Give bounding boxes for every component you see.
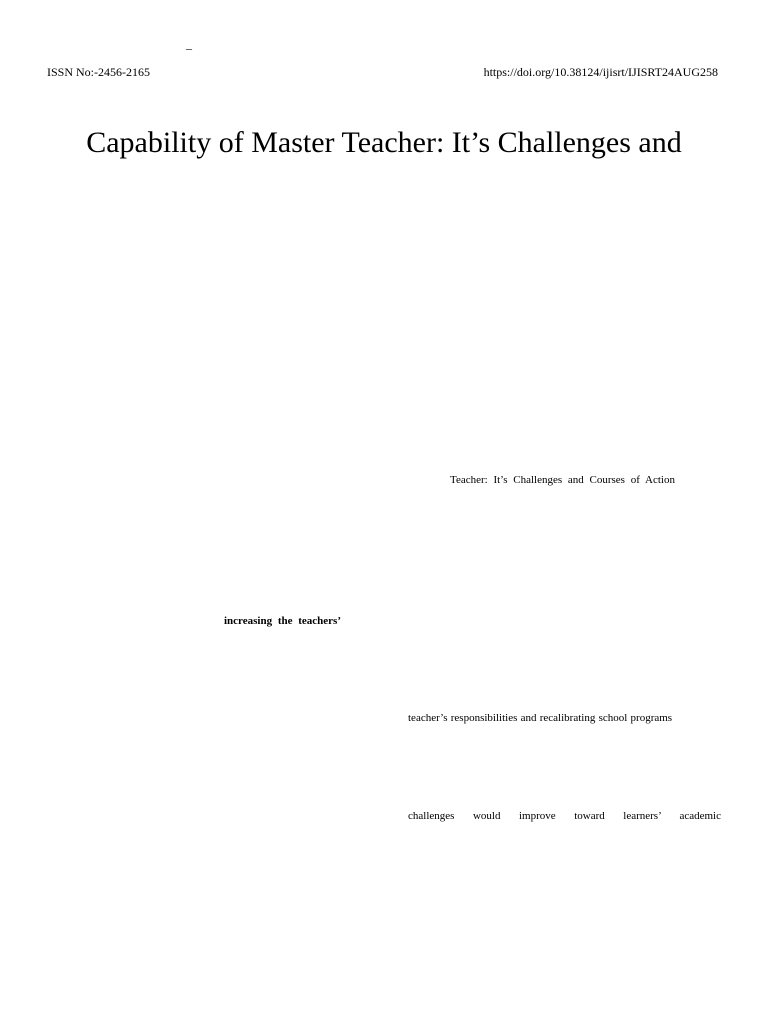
text-fragment-bold: increasing the teachers’	[224, 615, 341, 627]
text-fragment-title-echo: Teacher: It’s Challenges and Courses of Action	[450, 474, 675, 486]
paper-title: Capability of Master Teacher: It’s Challenges and	[86, 126, 682, 159]
header-dash: –	[186, 41, 192, 55]
text-fragment-challenges: challenges would improve toward learners’ academic	[408, 810, 721, 822]
issn-number: ISSN No:-2456-2165	[47, 65, 151, 79]
text-fragment-responsibilities: teacher’s responsibilities and recalibrating school programs	[408, 712, 673, 724]
doi-link[interactable]: https://doi.org/10.38124/ijisrt/IJISRT24AUG258	[483, 65, 718, 79]
